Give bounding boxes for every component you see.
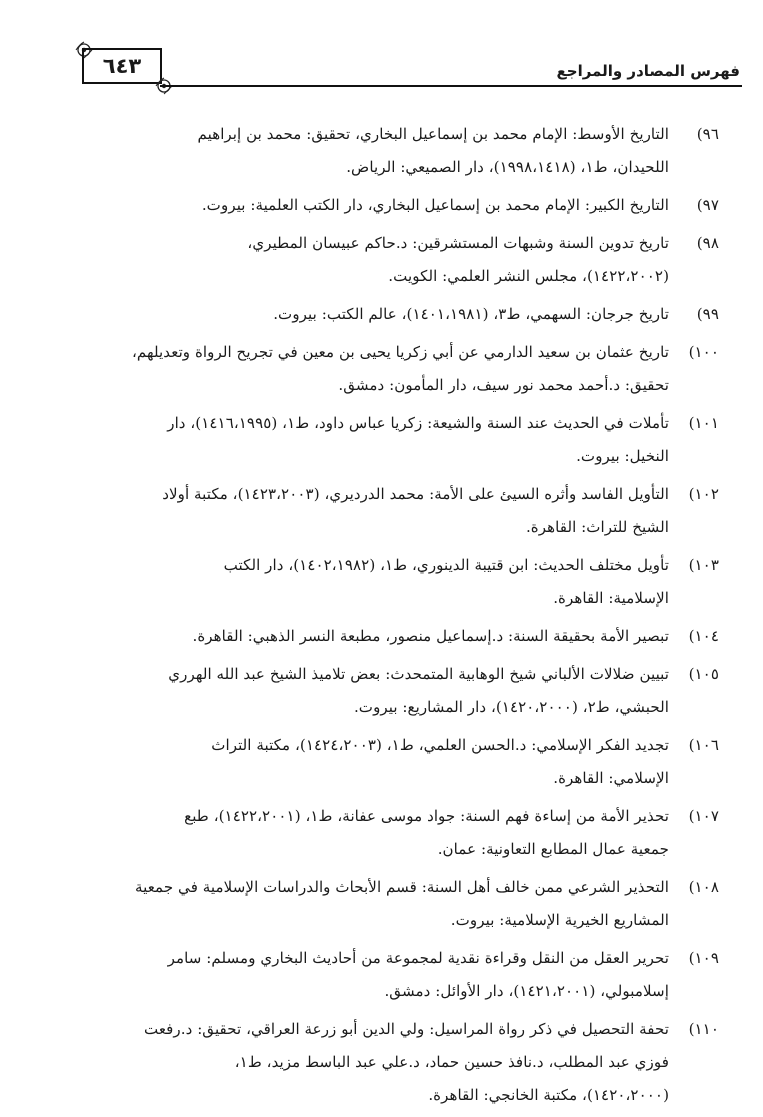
entry-line: الإسلامية: القاهرة. (553, 589, 669, 607)
entry-line: تحرير العقل من النقل وقراءة نقدية لمجموعة من أحاديث البخاري ومسلم: سامر (167, 949, 669, 967)
bibliography-entry (78, 189, 719, 222)
entry-number: ١٠٧) (688, 807, 719, 825)
entry-line: فوزي عبد المطلب، د.نافذ حسين حماد، د.علي عبد الباسط مزيد، ط١، (234, 1053, 669, 1071)
entry-line: (١٤٢٢،٢٠٠٢)، مجلس النشر العلمي: الكويت. (388, 267, 669, 285)
entry-line: المشاريع الخيرية الإسلامية: بيروت. (450, 911, 669, 929)
entry-line: الإسلامي: القاهرة. (553, 769, 669, 787)
entry-number: ١٠٥) (688, 665, 719, 683)
entry-line: تاريخ تدوين السنة وشبهات المستشرقين: د.حاكم عبيسان المطيري، (247, 234, 669, 252)
entry-number: ٩٨) (696, 234, 719, 252)
entry-number: ٩٩) (696, 305, 719, 323)
entry-number: ٩٧) (696, 196, 719, 214)
entry-line: تأويل مختلف الحديث: ابن قتيبة الدينوري، ط١، (١٤٠٢،١٩٨٢)، دار الكتب (223, 556, 669, 574)
entry-line: التاريخ الأوسط: الإمام محمد بن إسماعيل البخاري، تحقيق: محمد بن إبراهيم (197, 125, 669, 143)
running-title: فهرس المصادر والمراجع (556, 62, 740, 80)
bibliography-entry (78, 658, 719, 724)
bibliography-entry (78, 298, 719, 331)
bibliography-entry (78, 478, 719, 544)
bibliography-list (78, 118, 719, 1117)
bibliography-entry (78, 336, 719, 402)
bibliography-entry (78, 1013, 719, 1112)
bibliography-entry (78, 549, 719, 615)
page-number-box (82, 48, 162, 84)
entry-line: جمعية عمال المطابع التعاونية: عمان. (437, 840, 669, 858)
bibliography-entry (78, 118, 719, 184)
bibliography-entry (78, 729, 719, 795)
entry-line: الشيخ للتراث: القاهرة. (525, 518, 669, 536)
bibliography-entry (78, 942, 719, 1008)
entry-line: تاريخ جرجان: السهمي، ط٣، (١٤٠١،١٩٨١)، عالم الكتب: بيروت. (273, 305, 669, 323)
entry-line: الحبشي، ط٢، (١٤٢٠،٢٠٠٠)، دار المشاريع: بيروت. (353, 698, 669, 716)
bibliography-entry (78, 227, 719, 293)
bibliography-entry (78, 800, 719, 866)
entry-number: ١٠٩) (688, 949, 719, 967)
entry-line: إسلامبولي، (١٤٢١،٢٠٠١)، دار الأوائل: دمشق. (384, 982, 669, 1000)
entry-line: (١٤٢٠،٢٠٠٠)، مكتبة الخانجي: القاهرة. (428, 1086, 669, 1104)
entry-line: التأويل الفاسد وأثره السيئ على الأمة: محمد الدرديري، (١٤٢٣،٢٠٠٣)، مكتبة أولاد (162, 485, 669, 503)
entry-number: ١٠٠) (688, 343, 719, 361)
entry-line: تحقيق: د.أحمد محمد نور سيف، دار المأمون: دمشق. (338, 376, 669, 394)
entry-line: تاريخ عثمان بن سعيد الدارمي عن أبي زكريا يحيى بن معين في تجريح الرواة وتعديلهم، (132, 343, 669, 361)
entry-line: تجديد الفكر الإسلامي: د.الحسن العلمي، ط١، (١٤٢٤،٢٠٠٣)، مكتبة التراث (211, 736, 669, 754)
entry-number: ١١٠) (688, 1020, 719, 1038)
entry-number: ١٠٣) (688, 556, 719, 574)
entry-number: ١٠١) (688, 414, 719, 432)
page-header (20, 38, 742, 94)
entry-number: ١٠٤) (688, 627, 719, 645)
entry-line: تبصير الأمة بحقيقة السنة: د.إسماعيل منصور، مطبعة النسر الذهبي: القاهرة. (192, 627, 669, 645)
entry-line: النخيل: بيروت. (576, 447, 669, 465)
entry-line: تأملات في الحديث عند السنة والشيعة: زكريا عباس داود، ط١، (١٤١٦،١٩٩٥)، دار (167, 414, 669, 432)
bibliography-entry (78, 871, 719, 937)
entry-line: اللحيدان، ط١، (١٩٩٨،١٤١٨)، دار الصميعي: الرياض. (346, 158, 669, 176)
entry-number: ١٠٨) (688, 878, 719, 896)
entry-number: ١٠٦) (688, 736, 719, 754)
entry-line: تحفة التحصيل في ذكر رواة المراسيل: ولي الدين أبو زرعة العراقي، تحقيق: د.رفعت (143, 1020, 669, 1038)
entry-line: التاريخ الكبير: الإمام محمد بن إسماعيل البخاري، دار الكتب العلمية: بيروت. (201, 196, 669, 214)
entry-line: التحذير الشرعي ممن خالف أهل السنة: قسم الأبحاث والدراسات الإسلامية في جمعية (134, 878, 669, 896)
entry-line: تبيين ضلالات الألباني شيخ الوهابية المتمحدث: بعض تلاميذ الشيخ عبد الله الهرري (168, 665, 669, 683)
bibliography-entry (78, 620, 719, 653)
entry-line: تحذير الأمة من إساءة فهم السنة: جواد موسى عفانة، ط١، (١٤٢٢،٢٠٠١)، طبع (184, 807, 669, 825)
page-number: ٦٤٣ (102, 54, 142, 78)
header-rule (160, 85, 742, 87)
entry-number: ٩٦) (696, 125, 719, 143)
entry-number: ١٠٢) (688, 485, 719, 503)
bibliography-entry (78, 407, 719, 473)
